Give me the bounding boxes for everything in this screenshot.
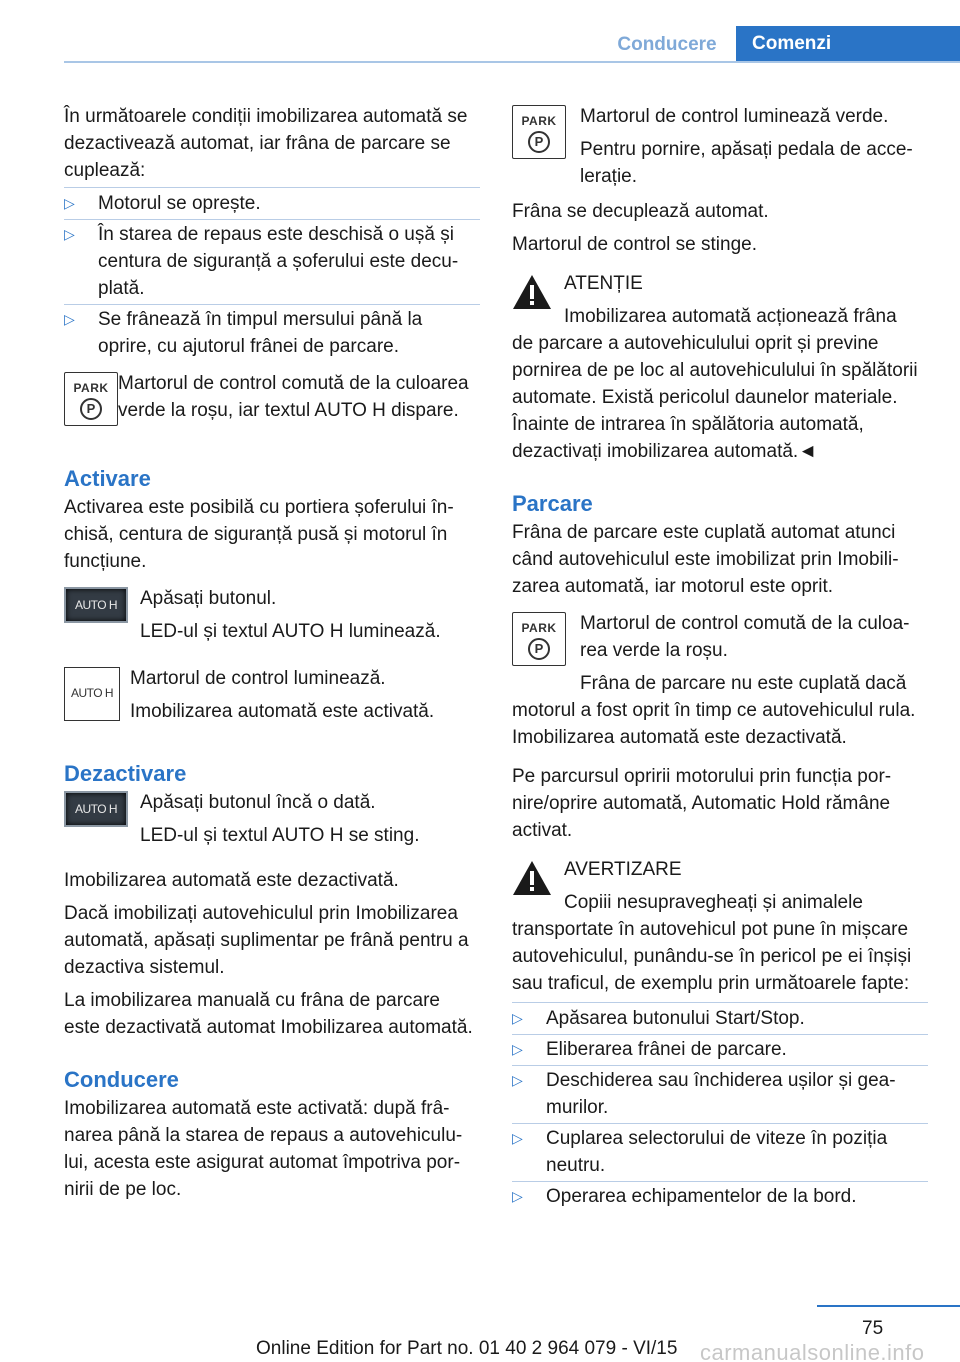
- park-red-block: [512, 610, 930, 697]
- autoh-indicator-line2: Imobilizarea automată este activată.: [130, 701, 435, 722]
- triangle-bullet-icon: ▷: [512, 1130, 523, 1146]
- warning-block: [512, 856, 930, 997]
- autoh-indicator-icon: AUTO H: [64, 667, 120, 721]
- park-green-block: [512, 103, 930, 190]
- release-text1: Frâna se decuplează automat.: [512, 201, 769, 222]
- park-green-line2: Pentru pornire, apăsați pedala de accelerație.: [580, 139, 913, 187]
- auto-hold-text: Pe parcursul opririi motorului prin funcția pornire/oprire automată, Automatic Hold rămâne activat.: [512, 766, 892, 841]
- autoh-indicator-line1: Martorul de control luminează.: [130, 668, 386, 689]
- list-item: ▷ Motorul se oprește.: [64, 190, 480, 217]
- activation-text: Activarea este posibilă cu portiera șoferului închisă, centura de siguranță pusă și motorul în funcțiune.: [64, 497, 454, 572]
- park-green-line1: Martorul de control luminează verde.: [580, 106, 889, 127]
- warning-first-line: Copiii nesupravegheați și animalele: [564, 892, 863, 913]
- list-item: ▷ Cuplarea selectorului de viteze în poziția neutru.: [512, 1125, 930, 1179]
- triangle-bullet-icon: ▷: [512, 1041, 523, 1057]
- parking-text: Frâna de parcare este cuplată automat atunci când autovehiculul este imobilizat prin Imobilizarea automată, iar motorul este oprit.: [512, 522, 899, 597]
- park-indicator-icon: PARK P: [512, 612, 566, 666]
- page-number: 75: [862, 1318, 884, 1339]
- triangle-bullet-icon: ▷: [512, 1188, 523, 1204]
- triangle-bullet-icon: ▷: [512, 1010, 523, 1026]
- park-red-first: Frâna de parcare nu este cuplată dacă: [580, 673, 907, 694]
- intro-text: În următoarele condiții imobilizarea automată se dezactivează automat, iar frâna de parcare se cuplează:: [64, 106, 468, 181]
- park-indicator-block: [64, 370, 480, 440]
- right-column: [512, 103, 930, 1216]
- header-chapter-tab[interactable]: Comenzi: [736, 26, 960, 62]
- caution-first-line: Imobilizarea automată acționează frâna: [564, 306, 897, 327]
- park-indicator-icon: PARK P: [64, 372, 118, 426]
- deactivation-text3: La imobilizarea manuală cu frâna de parcare este dezactivată automat Imobilizarea automată.: [64, 990, 473, 1038]
- autoh-deactivate-block: [64, 789, 480, 859]
- autoh-indicator-block: [64, 665, 480, 735]
- list-item: ▷ În starea de repaus este deschisă o ușă și centura de siguranță a șoferului este decuplată.: [64, 221, 480, 302]
- warning-title: AVERTIZARE: [564, 859, 682, 880]
- autoh-button-block: [64, 585, 480, 655]
- conditions-list: [64, 190, 480, 360]
- park-red-line1: Martorul de control comută de la culoarea verde la roșu.: [580, 613, 910, 661]
- parking-heading: Parcare: [512, 491, 593, 516]
- park-red-rest: motorul a fost oprit în timp ce autovehiculul rula. Imobilizarea automată este dezactivată.: [512, 700, 916, 748]
- deactivation-text1: Imobilizarea automată este dezactivată.: [64, 870, 399, 891]
- driving-heading: Conducere: [64, 1067, 179, 1092]
- activation-heading: Activare: [64, 466, 151, 491]
- autoh-button-icon: AUTO H: [64, 791, 128, 827]
- park-indicator-text: Martorul de control comută de la culoarea verde la roșu, iar textul AUTO H dispare.: [118, 373, 469, 421]
- footer-edition: Online Edition for Part no. 01 40 2 964 079 - VI/15: [256, 1338, 678, 1359]
- list-item: ▷ Operarea echipamentelor de la bord.: [512, 1183, 930, 1210]
- list-item: ▷ Apăsarea butonului Start/Stop.: [512, 1005, 930, 1032]
- autoh-button-icon: AUTO H: [64, 587, 128, 623]
- driving-text: Imobilizarea automată este activată: după frânarea până la starea de repaus a autovehiculului, acesta este asigurat automat împotriva pornirii de pe loc.: [64, 1098, 463, 1200]
- triangle-bullet-icon: ▷: [64, 226, 75, 242]
- deactivate-line2: LED-ul și textul AUTO H se sting.: [140, 825, 420, 846]
- park-indicator-icon: PARK P: [512, 105, 566, 159]
- caution-block: [512, 270, 930, 465]
- autoh-button-line1: Apăsați butonul.: [140, 588, 277, 609]
- caution-text: de parcare a autovehiculului oprit și previne pornirea de pe loc al autovehiculului în spălătorii automate. Există pericolul daunelor materiale. Înainte de intrarea în spălătoria automată, dezactivați imobilizarea automată.◄: [512, 333, 918, 462]
- warning-triangle-icon: [512, 860, 552, 896]
- triangle-bullet-icon: ▷: [512, 1072, 523, 1088]
- footer-rule: [817, 1305, 960, 1307]
- list-item: ▷ Deschiderea sau închiderea ușilor și geamurilor.: [512, 1067, 930, 1121]
- watermark: carmanualsonline.info: [700, 1340, 925, 1362]
- triangle-bullet-icon: ▷: [64, 311, 75, 327]
- release-text2: Martorul de control se stinge.: [512, 234, 758, 255]
- caution-title: ATENȚIE: [564, 273, 643, 294]
- left-column: [64, 103, 480, 1209]
- header-rule: [64, 61, 960, 63]
- triangle-bullet-icon: ▷: [64, 195, 75, 211]
- warning-list: [512, 1005, 930, 1210]
- warning-text: transportate în autovehicul pot pune în mișcare autovehiculul, punându-se în pericol pe ei înșiși sau traficul, de exemplu prin următoarele fapte:: [512, 919, 912, 994]
- list-item: ▷ Se frânează în timpul mersului până la oprire, cu ajutorul frânei de parcare.: [64, 306, 480, 360]
- autoh-button-line2: LED-ul și textul AUTO H luminează.: [140, 621, 441, 642]
- header-section-tab[interactable]: Conducere: [617, 34, 717, 55]
- deactivation-text2: Dacă imobilizați autovehiculul prin Imobilizarea automată, apăsați suplimentar pe frână pentru a dezactiva sistemul.: [64, 903, 469, 978]
- deactivate-line1: Apăsați butonul încă o dată.: [140, 792, 376, 813]
- warning-triangle-icon: [512, 274, 552, 310]
- list-item: ▷ Eliberarea frânei de parcare.: [512, 1036, 930, 1063]
- deactivation-heading: Dezactivare: [64, 761, 187, 786]
